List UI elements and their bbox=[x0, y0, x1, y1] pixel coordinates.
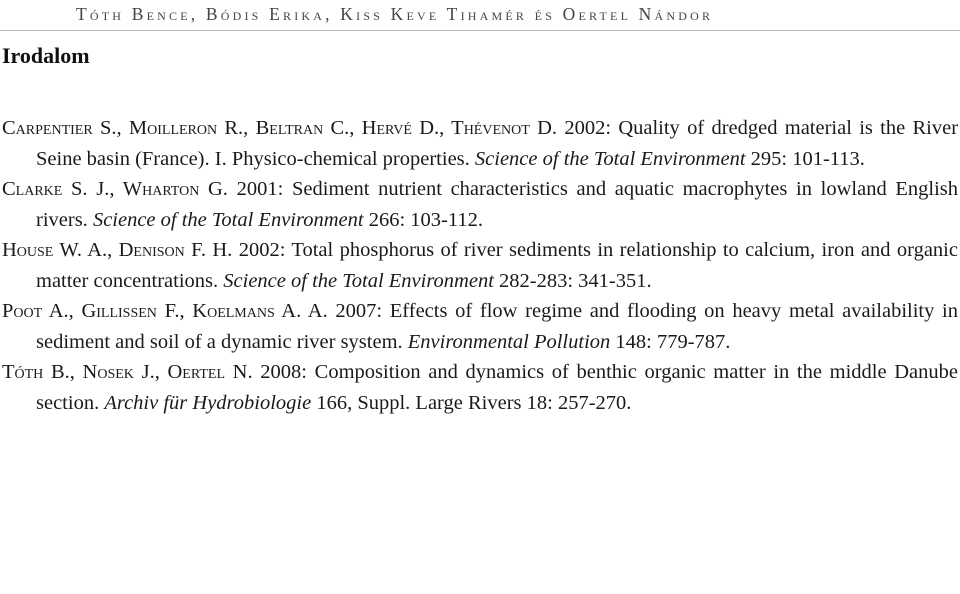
reference-year: 2002: bbox=[238, 239, 286, 261]
reference-authors: Poot A., Gillissen F., Koelmans A. A. bbox=[2, 300, 328, 322]
reference-title: Total phosphorus of river sediments in relationship to calcium, iron and organic matter concentrations. bbox=[36, 239, 958, 292]
reference-item bbox=[0, 113, 958, 174]
header-divider bbox=[0, 30, 960, 31]
reference-year: 2002: bbox=[564, 117, 612, 139]
reference-title: Composition and dynamics of benthic organic matter in the middle Danube section. bbox=[36, 361, 959, 414]
reference-item bbox=[0, 357, 958, 418]
reference-journal: Environmental Pollution bbox=[407, 330, 611, 353]
reference-year: 2008: bbox=[260, 361, 307, 383]
reference-authors: Carpentier S., Moilleron R., Beltran C., Hervé D., Thévenot D. bbox=[2, 117, 558, 139]
reference-item bbox=[0, 235, 958, 296]
reference-authors: Clarke S. J., Wharton G. bbox=[2, 178, 228, 200]
running-header: Tóth Bence, Bódis Erika, Kiss Keve Tihamér és Oertel Nándor bbox=[76, 4, 714, 24]
reference-volume: 295: 101-113. bbox=[750, 147, 865, 170]
reference-item bbox=[0, 174, 958, 235]
reference-year: 2001: bbox=[236, 178, 284, 200]
reference-journal: Science of the Total Environment bbox=[223, 269, 494, 292]
reference-title: Effects of flow regime and flooding on heavy metal availability in sediment and soil of a dynamic river system. bbox=[36, 300, 959, 353]
reference-authors: House W. A., Denison F. H. bbox=[2, 239, 233, 261]
reference-volume: 266: 103-112. bbox=[368, 208, 483, 231]
reference-volume: 148: 779-787. bbox=[615, 330, 731, 353]
reference-item bbox=[0, 296, 958, 357]
reference-title: Quality of dredged material is the River Seine basin (France). I. Physico-chemical properties. bbox=[36, 117, 959, 170]
reference-authors: Tóth B., Nosek J., Oertel N. bbox=[2, 361, 253, 383]
reference-list bbox=[0, 113, 958, 418]
reference-journal: Archiv für Hydrobiologie bbox=[104, 391, 312, 414]
reference-volume: 166, Suppl. Large Rivers 18: 257-270. bbox=[316, 391, 632, 414]
section-title: Irodalom bbox=[2, 43, 90, 68]
reference-journal: Science of the Total Environment bbox=[474, 147, 746, 170]
reference-title: Sediment nutrient characteristics and aquatic macrophytes in lowland English rivers. bbox=[36, 178, 959, 231]
reference-year: 2007: bbox=[335, 300, 383, 322]
reference-volume: 282-283: 341-351. bbox=[499, 269, 652, 292]
reference-journal: Science of the Total Environment bbox=[92, 208, 364, 231]
